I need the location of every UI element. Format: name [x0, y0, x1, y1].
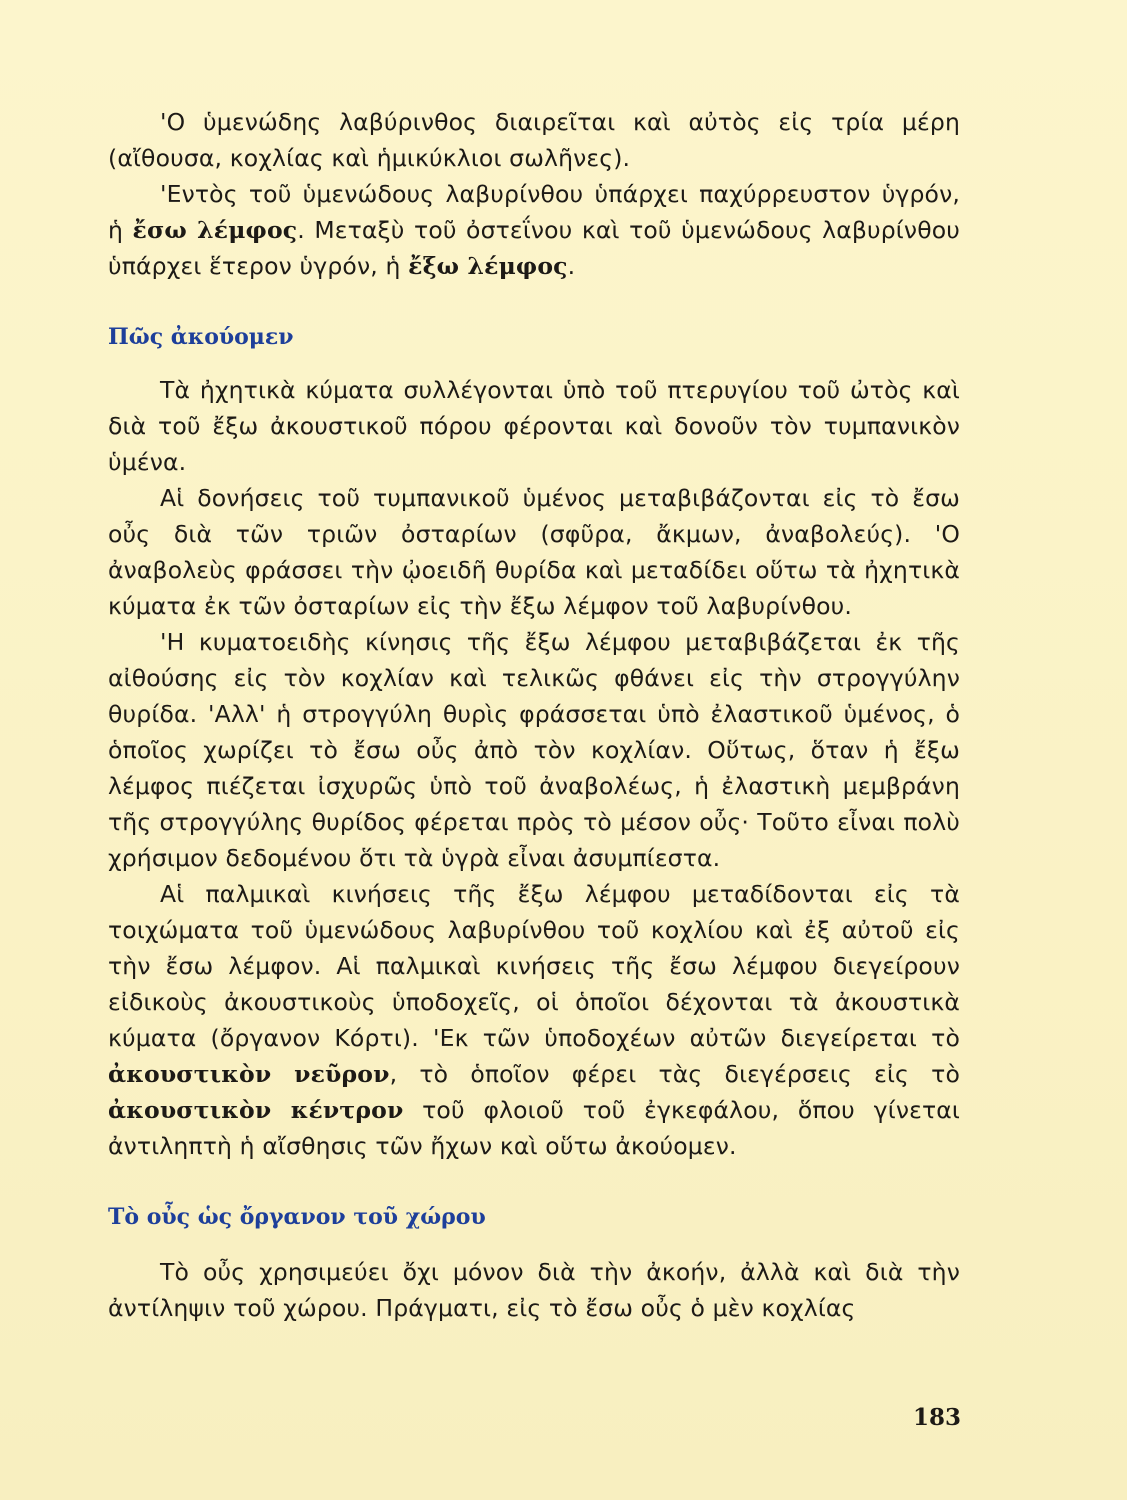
nerve-text-after: τοῦ φλοιοῦ τοῦ ἐγκεφάλου, ὅπου γίνεται ἀντιληπτὴ ἡ αἴσθησις τῶν ἤχων καὶ οὕτω ἀκούομεν. [108, 1096, 960, 1160]
lymph-text-after: . [567, 252, 576, 280]
term-acoustic-center: ἀκουστικὸν κέντρον [108, 1096, 404, 1124]
term-acoustic-nerve: ἀκουστικὸν νεῦρον [108, 1060, 390, 1088]
paragraph-labyrinth-parts: 'Ο ὑμενώδης λαβύρινθος διαιρεῖται καὶ αὐτὸς εἰς τρία μέρη (αἴθουσα, κοχλίας καὶ ἡμικύκλιοι σωλῆνες). [108, 108, 960, 172]
lymph-text-before: 'Εντὸς τοῦ ὑμενώδους λαβυρίνθου ὑπάρχει παχύρρευστον ὑγρόν, ἡ [108, 180, 960, 244]
paragraph-sound-waves: Τὰ ἠχητικὰ κύματα συλλέγονται ὑπὸ τοῦ πτερυγίου τοῦ ὠτὸς καὶ διὰ τοῦ ἔξω ἀκουστικοῦ πόρου φέρονται καὶ δονοῦν τὸν τυμπανικὸν ὑμένα. [108, 376, 960, 476]
page-number: 183 [913, 1404, 962, 1431]
paragraph-round-window: 'Η κυματοειδὴς κίνησις τῆς ἔξω λέμφου μεταβιβάζεται ἐκ τῆς αἰθούσης εἰς τὸν κοχλίαν καὶ τελικῶς φθάνει εἰς τὴν στρογγύλην θυρίδα. 'Αλλ' ἡ στρογγύλη θυρὶς φράσσεται ὑπὸ ἐλαστικοῦ ὑμένος, ὁ ὁποῖος χωρίζει τὸ ἔσω οὖς ἀπὸ τὸν κοχλίαν. Οὕτως, ὅταν ἡ ἔξω λέμφος πιέζεται ἰσχυρῶς ὑπὸ τοῦ ἀναβολέως, ἡ ἐλαστικὴ μεμβράνη τῆς στρογγύλης θυρίδος φέρεται πρὸς τὸ μέσον οὖς· Τοῦτο εἶναι πολὺ χρήσιμον δεδομένου ὅτι τὰ ὑγρὰ εἶναι ἀσυμπίεστα. [108, 628, 960, 872]
section-heading-hearing: Πῶς ἀκούομεν [108, 324, 294, 350]
lymph-text-middle: . Μεταξὺ τοῦ ὀστεΐνου καὶ τοῦ ὑμενώδους λαβυρίνθου ὑπάρχει ἕτερον ὑγρόν, ἡ [108, 216, 960, 280]
term-perilymph: ἔξω λέμφος [408, 252, 568, 280]
paragraph-ossicles: Αἱ δονήσεις τοῦ τυμπανικοῦ ὑμένος μεταβιβάζονται εἰς τὸ ἔσω οὖς διὰ τῶν τριῶν ὀσταρίων (σφῦρα, ἄκμων, ἀναβολεύς). 'Ο ἀναβολεὺς φράσσει τὴν ᾠοειδῆ θυρίδα καὶ μεταδίδει οὕτω τὰ ἠχητικὰ κύματα ἐκ τῶν ὀσταρίων εἰς τὴν ἔξω λέμφον τοῦ λαβυρίνθου. [108, 484, 960, 620]
paragraph-acoustic-nerve [108, 876, 960, 1164]
text-column [108, 104, 960, 1326]
section-heading-space-organ: Τὸ οὖς ὡς ὄργανον τοῦ χώρου [108, 1204, 486, 1230]
term-endolymph: ἔσω λέμφος [132, 216, 298, 244]
nerve-text-middle: , τὸ ὁποῖον φέρει τὰς διεγέρσεις εἰς τὸ [389, 1060, 960, 1088]
paragraph-lymph [108, 176, 960, 284]
nerve-text-before: Αἱ παλμικαὶ κινήσεις τῆς ἔξω λέμφου μεταδίδονται εἰς τὰ τοιχώματα τοῦ ὑμενώδους λαβυρίνθου τοῦ κοχλίου καὶ ἐξ αὐτοῦ εἰς τὴν ἔσω λέμφον. Αἱ παλμικαὶ κινήσεις τῆς ἔσω λέμφου διεγείρουν εἰδικοὺς ἀκουστικοὺς ὑποδοχεῖς, οἱ ὁποῖοι δέχονται τὰ ἀκουστικὰ κύματα (ὄργανον Κόρτι). 'Εκ τῶν ὑποδοχέων αὐτῶν διεγείρεται τὸ [108, 880, 960, 1052]
paragraph-space-perception: Τὸ οὖς χρησιμεύει ὄχι μόνον διὰ τὴν ἀκοήν, ἀλλὰ καὶ διὰ τὴν ἀντίληψιν τοῦ χώρου. Πράγματι, εἰς τὸ ἔσω οὖς ὁ μὲν κοχλίας [108, 1258, 960, 1322]
